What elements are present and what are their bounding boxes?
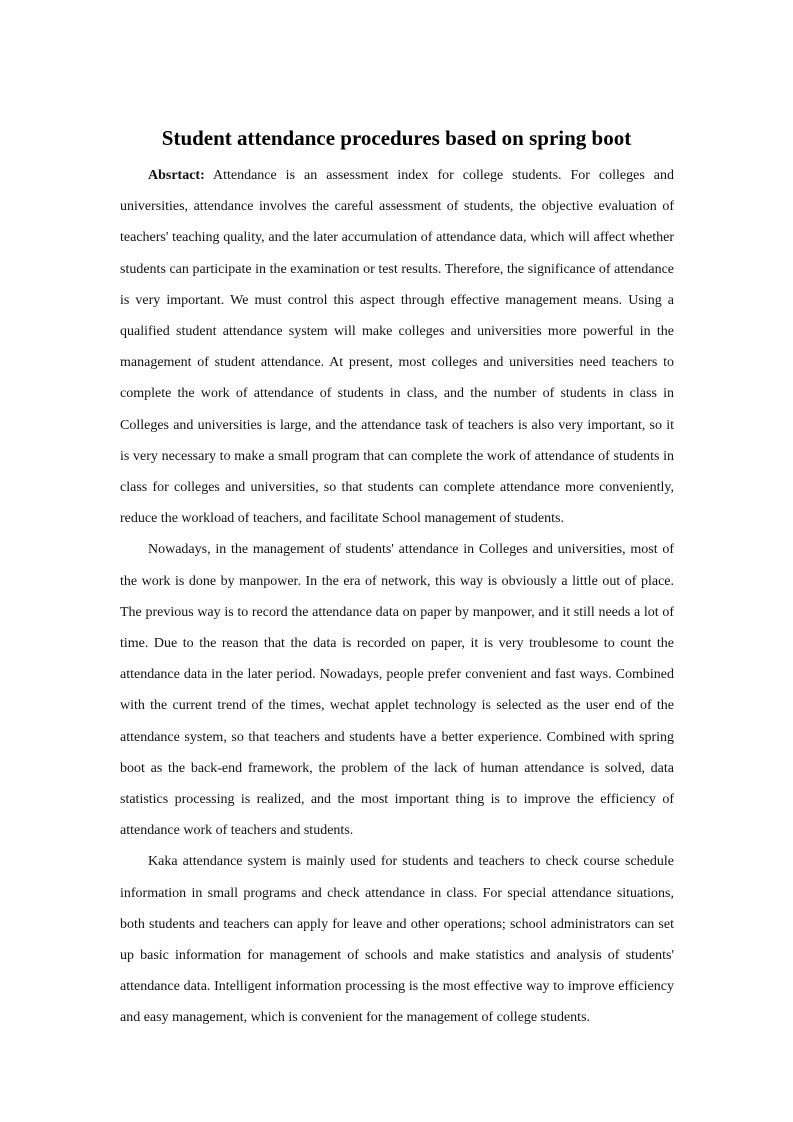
document-body xyxy=(120,160,674,1034)
document-title: Student attendance procedures based on spring boot xyxy=(161,126,632,150)
abstract-paragraph xyxy=(120,160,674,534)
abstract-text: Attendance is an assessment index for college students. For colleges and universities, attendance involves the careful assessment of students, the objective evaluation of teachers' teaching quality, and the later accumulation of attendance data, which will affect whether students can participate in the examination or test results. Therefore, the significance of attendance is very important. We must control this aspect through effective management means. Using a qualified student attendance system will make colleges and universities more powerful in the management of student attendance. At present, most colleges and universities need teachers to complete the work of attendance of students in class, and the number of students in class in Colleges and universities is large, and the attendance task of teachers is also very important, so it is very necessary to make a small program that can complete the work of attendance of students in class for colleges and universities, so that students can complete attendance more conveniently, reduce the workload of teachers, and facilitate School management of students. xyxy=(120,168,674,527)
abstract-label: Absrtact: xyxy=(148,168,205,183)
body-paragraph-3: Kaka attendance system is mainly used for students and teachers to check course schedule information in small programs and check attendance in class. For special attendance situations, both students and teachers can apply for leave and other operations; school administrators can set up basic information for management of schools and make statistics and analysis of students' attendance data. Intelligent information processing is the most effective way to improve efficiency and easy management, which is convenient for the management of college students. xyxy=(120,854,674,1026)
body-paragraph-2: Nowadays, in the management of students' attendance in Colleges and universities, most of the work is done by manpower. In the era of network, this way is obviously a little out of place. The previous way is to record the attendance data on paper by manpower, and it still needs a lot of time. Due to the reason that the data is recorded on paper, it is very troublesome to count the attendance data in the later period. Nowadays, people prefer convenient and fast ways. Combined with the current trend of the times, wechat applet technology is selected as the user end of the attendance system, so that teachers and students have a better experience. Combined with spring boot as the back-end framework, the problem of the lack of human attendance is solved, data statistics processing is realized, and the most important thing is to improve the efficiency of attendance work of teachers and students. xyxy=(120,542,674,839)
